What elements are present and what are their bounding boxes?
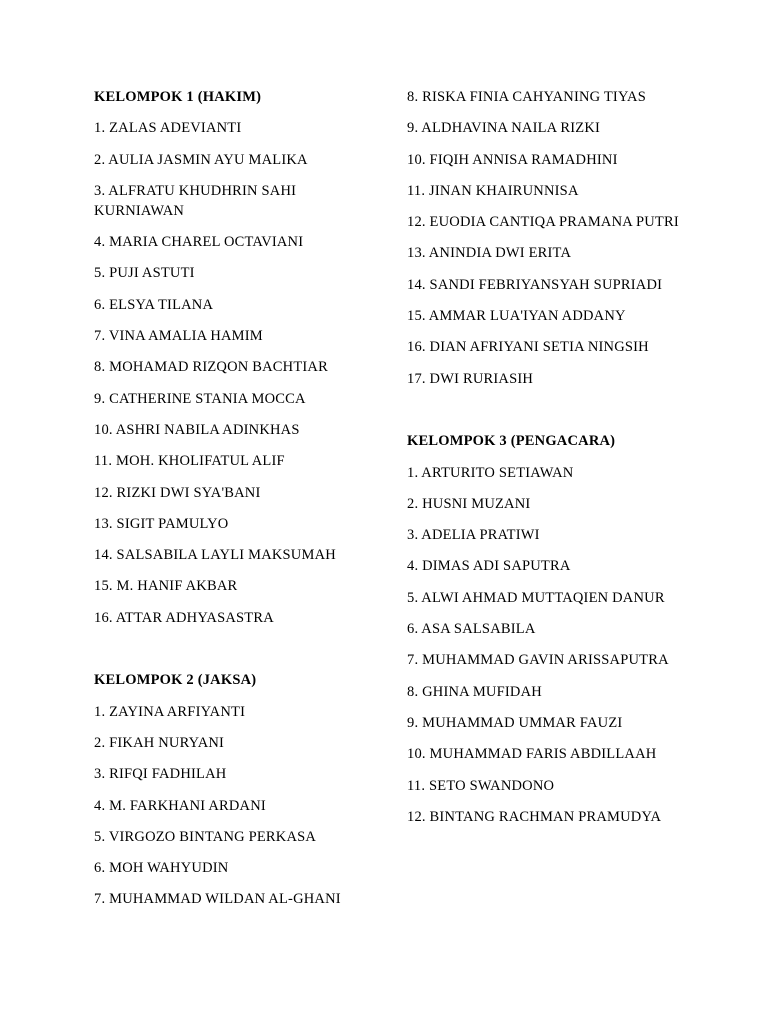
member-list-item: 9. CATHERINE STANIA MOCCA <box>94 390 306 407</box>
member-list-item: 11. MOH. KHOLIFATUL ALIF <box>94 453 285 470</box>
member-list-item: 9. ALDHAVINA NAILA RIZKI <box>407 120 601 137</box>
member-list-item: 11. JINAN KHAIRUNNISA <box>407 182 579 199</box>
member-list-item: 9. MUHAMMAD UMMAR FAUZI <box>407 714 623 731</box>
member-list-item: 1. ZALAS ADEVIANTI <box>94 120 242 137</box>
member-list-item: 2. HUSNI MUZANI <box>407 495 531 512</box>
member-list-item: 2. AULIA JASMIN AYU MALIKA <box>94 151 308 168</box>
member-list-item: 1. ARTURITO SETIAWAN <box>407 464 574 481</box>
member-list-item: 7. MUHAMMAD WILDAN AL-GHANI <box>94 891 341 908</box>
right-column <box>407 87 697 838</box>
member-list-item: 12. EUODIA CANTIQA PRAMANA PUTRI <box>407 214 679 231</box>
member-list-item: 3. RIFQI FADHILAH <box>94 766 227 783</box>
member-list-item: 6. MOH WAHYUDIN <box>94 860 229 877</box>
member-list-item: 8. RISKA FINIA CAHYANING TIYAS <box>407 89 646 105</box>
member-list-item: 17. DWI RURIASIH <box>407 370 534 387</box>
member-list-item: 3. ALFRATU KHUDHRIN SAHI KURNIAWAN <box>94 182 297 219</box>
member-list-item: 15. M. HANIF AKBAR <box>94 578 238 595</box>
member-list-item: 15. AMMAR LUA'IYAN ADDANY <box>407 308 626 325</box>
member-list-item: 12. BINTANG RACHMAN PRAMUDYA <box>407 808 662 825</box>
member-list-item: 3. ADELIA PRATIWI <box>407 527 540 544</box>
section-spacer <box>94 639 384 670</box>
member-list-item: 8. GHINA MUFIDAH <box>407 683 542 700</box>
member-list-item: 7. MUHAMMAD GAVIN ARISSAPUTRA <box>407 652 669 669</box>
member-list-item: 2. FIKAH NURYANI <box>94 734 225 751</box>
member-list-item: 16. ATTAR ADHYASASTRA <box>94 609 274 626</box>
member-list-item: 7. VINA AMALIA HAMIM <box>94 328 263 345</box>
member-list-item: 16. DIAN AFRIYANI SETIA NINGSIH <box>407 339 649 356</box>
member-list-item: 4. M. FARKHANI ARDANI <box>94 797 266 814</box>
group-heading: KELOMPOK 1 (HAKIM) <box>94 89 262 105</box>
member-list-item: 6. ASA SALSABILA <box>407 621 536 638</box>
member-list-item: 5. PUJI ASTUTI <box>94 265 195 282</box>
member-list-item: 5. VIRGOZO BINTANG PERKASA <box>94 828 317 845</box>
member-list-item: 10. FIQIH ANNISA RAMADHINI <box>407 151 618 168</box>
member-list-item: 4. MARIA CHAREL OCTAVIANI <box>94 234 304 251</box>
member-list-item: 4. DIMAS ADI SAPUTRA <box>407 558 571 575</box>
member-list-item: 10. MUHAMMAD FARIS ABDILLAAH <box>407 746 657 763</box>
member-list-item: 13. SIGIT PAMULYO <box>94 515 229 532</box>
member-list-item: 13. ANINDIA DWI ERITA <box>407 245 572 262</box>
member-list-item: 11. SETO SWANDONO <box>407 777 555 794</box>
left-column <box>94 87 384 921</box>
member-list-item: 5. ALWI AHMAD MUTTAQIEN DANUR <box>407 589 665 606</box>
group-heading: KELOMPOK 2 (JAKSA) <box>94 672 257 689</box>
member-list-item: 10. ASHRI NABILA ADINKHAS <box>94 421 300 438</box>
group-heading: KELOMPOK 3 (PENGACARA) <box>407 433 616 450</box>
member-list-item: 14. SALSABILA LAYLI MAKSUMAH <box>94 547 336 564</box>
member-list-item: 6. ELSYA TILANA <box>94 296 214 313</box>
member-list-item: 8. MOHAMAD RIZQON BACHTIAR <box>94 359 328 376</box>
member-list-item: 1. ZAYINA ARFIYANTI <box>94 703 246 720</box>
member-list-item: 12. RIZKI DWI SYA'BANI <box>94 484 261 501</box>
section-spacer <box>407 400 697 431</box>
member-list-item: 14. SANDI FEBRIYANSYAH SUPRIADI <box>407 276 663 293</box>
